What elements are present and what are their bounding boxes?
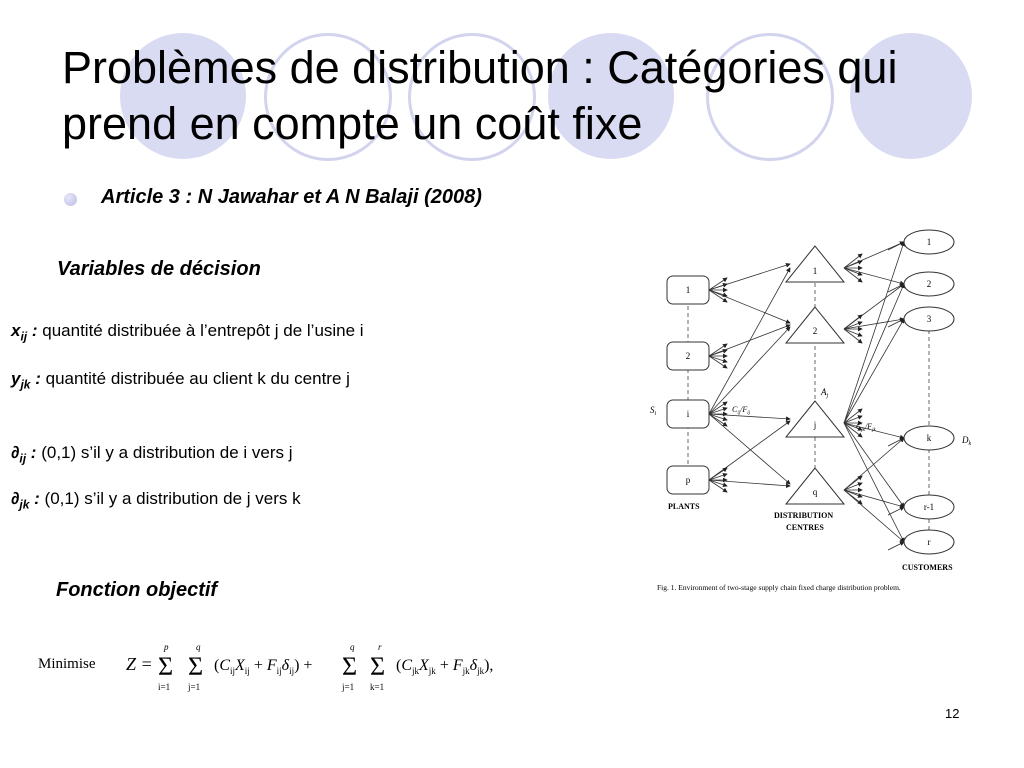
formula-prefix: Minimise bbox=[38, 656, 96, 672]
plant-fan-arrow bbox=[709, 468, 727, 480]
plant-to-centre-arrow bbox=[709, 327, 790, 414]
centre-to-customer-arrow bbox=[844, 319, 904, 423]
variable-description: (0,1) s’il y a distribution de j vers k bbox=[44, 489, 301, 508]
centre-fan-arrow bbox=[844, 329, 862, 336]
centre-fan-arrow bbox=[844, 315, 862, 329]
decision-variables-heading: Variables de décision bbox=[57, 258, 261, 280]
variable-description: quantité distribuée à l’entrepôt j de l’usine i bbox=[42, 321, 364, 340]
demand-label: $D_k$ bbox=[962, 435, 972, 447]
plants-label: PLANTS bbox=[668, 502, 700, 511]
centre-fan-arrow bbox=[844, 483, 862, 490]
formula-limit-r: r bbox=[378, 642, 382, 652]
plant-label-p: p bbox=[685, 475, 691, 485]
centre-to-customer-arrow bbox=[844, 490, 904, 542]
centre-node-2 bbox=[786, 307, 844, 343]
variable-symbol: $\partial_{jk}$ : bbox=[11, 489, 40, 512]
plant-fan-arrow bbox=[709, 474, 727, 480]
customer-incoming-arrow bbox=[888, 507, 904, 515]
variable-symbol: $x_{ij}$ : bbox=[11, 321, 38, 344]
objective-formula bbox=[38, 640, 528, 705]
variable-y-jk bbox=[11, 369, 350, 391]
plant-label-i: i bbox=[686, 409, 690, 419]
edge-label-plants: $C_{ij}/F_{ij}$ bbox=[732, 405, 751, 416]
centre-to-customer-arrow bbox=[844, 284, 904, 423]
formula-svg bbox=[38, 640, 528, 700]
centre-fan-arrow bbox=[844, 490, 862, 504]
article-reference: Article 3 : N Jawahar et A N Balaji (2008) bbox=[101, 186, 482, 208]
figure-caption: Fig. 1. Environment of two-stage supply chain fixed charge distribution problem. bbox=[657, 583, 901, 592]
formula-sum-3: Σ bbox=[342, 652, 358, 681]
plant-to-centre-arrow bbox=[709, 290, 790, 323]
centre-fan-arrow bbox=[844, 329, 862, 343]
plant-to-centre-arrow bbox=[709, 414, 790, 484]
variable-symbol: $y_{jk}$ : bbox=[11, 369, 41, 392]
formula-sum-1: Σ bbox=[158, 652, 174, 681]
customer-incoming-arrow bbox=[888, 542, 904, 550]
customer-label-3: 3 bbox=[926, 314, 932, 324]
network-diagram bbox=[640, 218, 990, 598]
plant-label-1: 1 bbox=[685, 285, 691, 295]
plant-fan-arrow bbox=[709, 350, 727, 356]
plant-fan-arrow bbox=[709, 414, 727, 426]
dc-label-line2: CENTRES bbox=[786, 523, 824, 532]
centre-fan-arrow bbox=[844, 268, 862, 275]
centre-fan-arrow bbox=[844, 261, 862, 268]
centre-node-q bbox=[786, 468, 844, 504]
formula-limit-j: j=1 bbox=[188, 682, 201, 692]
variable-x-ij bbox=[11, 321, 364, 343]
customer-label-r-1: r-1 bbox=[923, 502, 935, 512]
formula-sum-4: Σ bbox=[370, 652, 386, 681]
plant-label-2: 2 bbox=[685, 351, 691, 361]
dc-label-line1: DISTRIBUTION bbox=[774, 511, 834, 520]
formula-limit-p: p bbox=[164, 642, 169, 652]
formula-term-1: $(C_{ij}X_{ij} + F_{ij}\delta_{ij})$ + bbox=[214, 657, 313, 676]
customers-label: CUSTOMERS bbox=[902, 563, 953, 572]
plant-fan-arrow bbox=[709, 284, 727, 290]
customer-label-r: r bbox=[927, 537, 931, 547]
formula-limit-i: i=1 bbox=[158, 682, 171, 692]
centre-label-j: j bbox=[813, 420, 817, 430]
centre-label-q: q bbox=[812, 487, 818, 497]
capacity-label: $A_j$ bbox=[821, 387, 829, 399]
centre-node-1 bbox=[786, 246, 844, 282]
centre-fan-arrow bbox=[844, 476, 862, 490]
objective-function-heading: Fonction objectif bbox=[56, 579, 218, 601]
formula-z: Z = bbox=[126, 654, 153, 674]
formula-limit-q: q bbox=[196, 642, 201, 652]
supply-label: $S_i$ bbox=[650, 405, 657, 417]
variable-delta-ij bbox=[11, 443, 293, 465]
centre-node-j bbox=[786, 401, 844, 437]
variable-description: (0,1) s’il y a distribution de i vers j bbox=[41, 443, 293, 462]
plant-fan-arrow bbox=[709, 356, 727, 362]
customer-label-1: 1 bbox=[926, 237, 932, 247]
centre-to-customer-arrow bbox=[844, 490, 904, 507]
slide-title: Problèmes de distribution : Catégories qui prend en compte un coût fixe bbox=[62, 42, 898, 149]
customer-incoming-arrow bbox=[888, 284, 904, 292]
edge-label-centres: $C_{jk}/F_{jk}$ bbox=[856, 422, 876, 433]
centre-fan-arrow bbox=[844, 322, 862, 329]
plant-to-centre-arrow bbox=[709, 421, 790, 480]
plant-fan-arrow bbox=[709, 480, 727, 492]
centre-label-2: 2 bbox=[812, 326, 818, 336]
variable-description: quantité distribuée au client k du centre j bbox=[45, 369, 350, 388]
formula-term-2: $(C_{jk}X_{jk} + F_{jk}\delta_{jk})$, bbox=[396, 657, 494, 676]
formula-sum-2: Σ bbox=[188, 652, 204, 681]
bullet-icon bbox=[64, 193, 77, 206]
plant-to-centre-arrow bbox=[709, 480, 790, 486]
formula-limit-j2: j=1 bbox=[342, 682, 355, 692]
centre-fan-arrow bbox=[844, 490, 862, 497]
page-number: 12 bbox=[945, 706, 960, 721]
centre-to-customer-arrow bbox=[844, 319, 904, 329]
formula-limit-q2: q bbox=[350, 642, 355, 652]
variable-symbol: $\partial_{ij}$ : bbox=[11, 443, 37, 466]
plant-fan-arrow bbox=[709, 356, 727, 368]
customer-label-k: k bbox=[926, 433, 932, 443]
plant-fan-arrow bbox=[709, 278, 727, 290]
formula-limit-k: k=1 bbox=[370, 682, 385, 692]
plant-fan-arrow bbox=[709, 290, 727, 296]
customer-label-2: 2 bbox=[926, 279, 932, 289]
network-figure bbox=[640, 218, 990, 598]
centre-label-1: 1 bbox=[812, 266, 818, 276]
variable-delta-jk bbox=[11, 489, 301, 511]
